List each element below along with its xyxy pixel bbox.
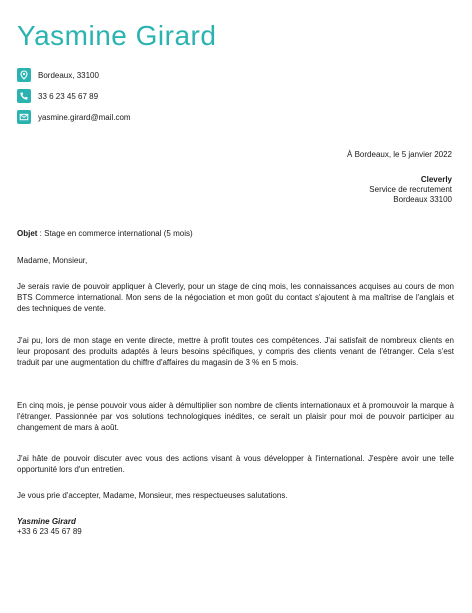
recipient-company: Cleverly (420, 175, 452, 184)
contact-address-text: Bordeaux, 33100 (38, 70, 99, 80)
body-paragraph: Je serais ravie de pouvoir appliquer à Cleverly, pour un stage de cinq mois, les connaissances acquises au cours de mon BTS Commerce international. Mon sens de la négociation et mon goût du contact s'ajoutent à ma maîtrise de l'anglais et des techniques de vente. (17, 282, 454, 313)
signature-name: Yasmine Girard (17, 517, 76, 526)
recipient-block (369, 175, 452, 205)
recipient-city: Bordeaux 33100 (393, 195, 452, 204)
location-pin-icon (17, 68, 31, 82)
closing-paragraph: Je vous prie d'accepter, Madame, Monsieur, mes respectueuses salutations. (17, 491, 288, 500)
subject-text: : Stage en commerce international (5 mois) (37, 229, 193, 238)
contact-phone-text: 33 6 23 45 67 89 (38, 91, 99, 101)
envelope-icon (17, 110, 31, 124)
date-line: À Bordeaux, le 5 janvier 2022 (347, 150, 452, 159)
sender-name-heading: Yasmine Girard (17, 20, 217, 51)
contact-address-row (17, 68, 99, 82)
recipient-department: Service de recrutement (369, 185, 452, 194)
signature-block (17, 517, 82, 537)
body-paragraph: En cinq mois, je pense pouvoir vous aider à démultiplier son nombre de clients internationaux et à promouvoir la marque à l'étranger. Passionnée par vos solutions technologiques inédites, ce serait un plaisir pour moi de pouvoir participer au changement de mars à août. (17, 401, 454, 432)
subject-label: Objet (17, 229, 38, 238)
contact-email-text: yasmine.girard@mail.com (38, 112, 131, 122)
signature-phone: +33 6 23 45 67 89 (17, 527, 82, 536)
body-paragraph: J'ai pu, lors de mon stage en vente directe, mettre à profit toutes ces compétences. J'ai satisfait de nombreux clients en leur proposant des produits adaptés à leurs besoins spécifiques, y compris des clients venant de l'étranger. Cela s'est traduit par une augmentation du chiffre d'affaires du magasin de 3 % en 5 mois. (17, 336, 454, 367)
subject-line (17, 229, 193, 239)
contact-email-row (17, 110, 131, 124)
contact-phone-row (17, 89, 98, 103)
phone-icon (17, 89, 31, 103)
salutation: Madame, Monsieur, (17, 256, 88, 265)
body-paragraph: J'ai hâte de pouvoir discuter avec vous des actions visant à vous développer à l'international. J'espère avoir une telle opportunité lors d'un entretien. (17, 454, 454, 474)
